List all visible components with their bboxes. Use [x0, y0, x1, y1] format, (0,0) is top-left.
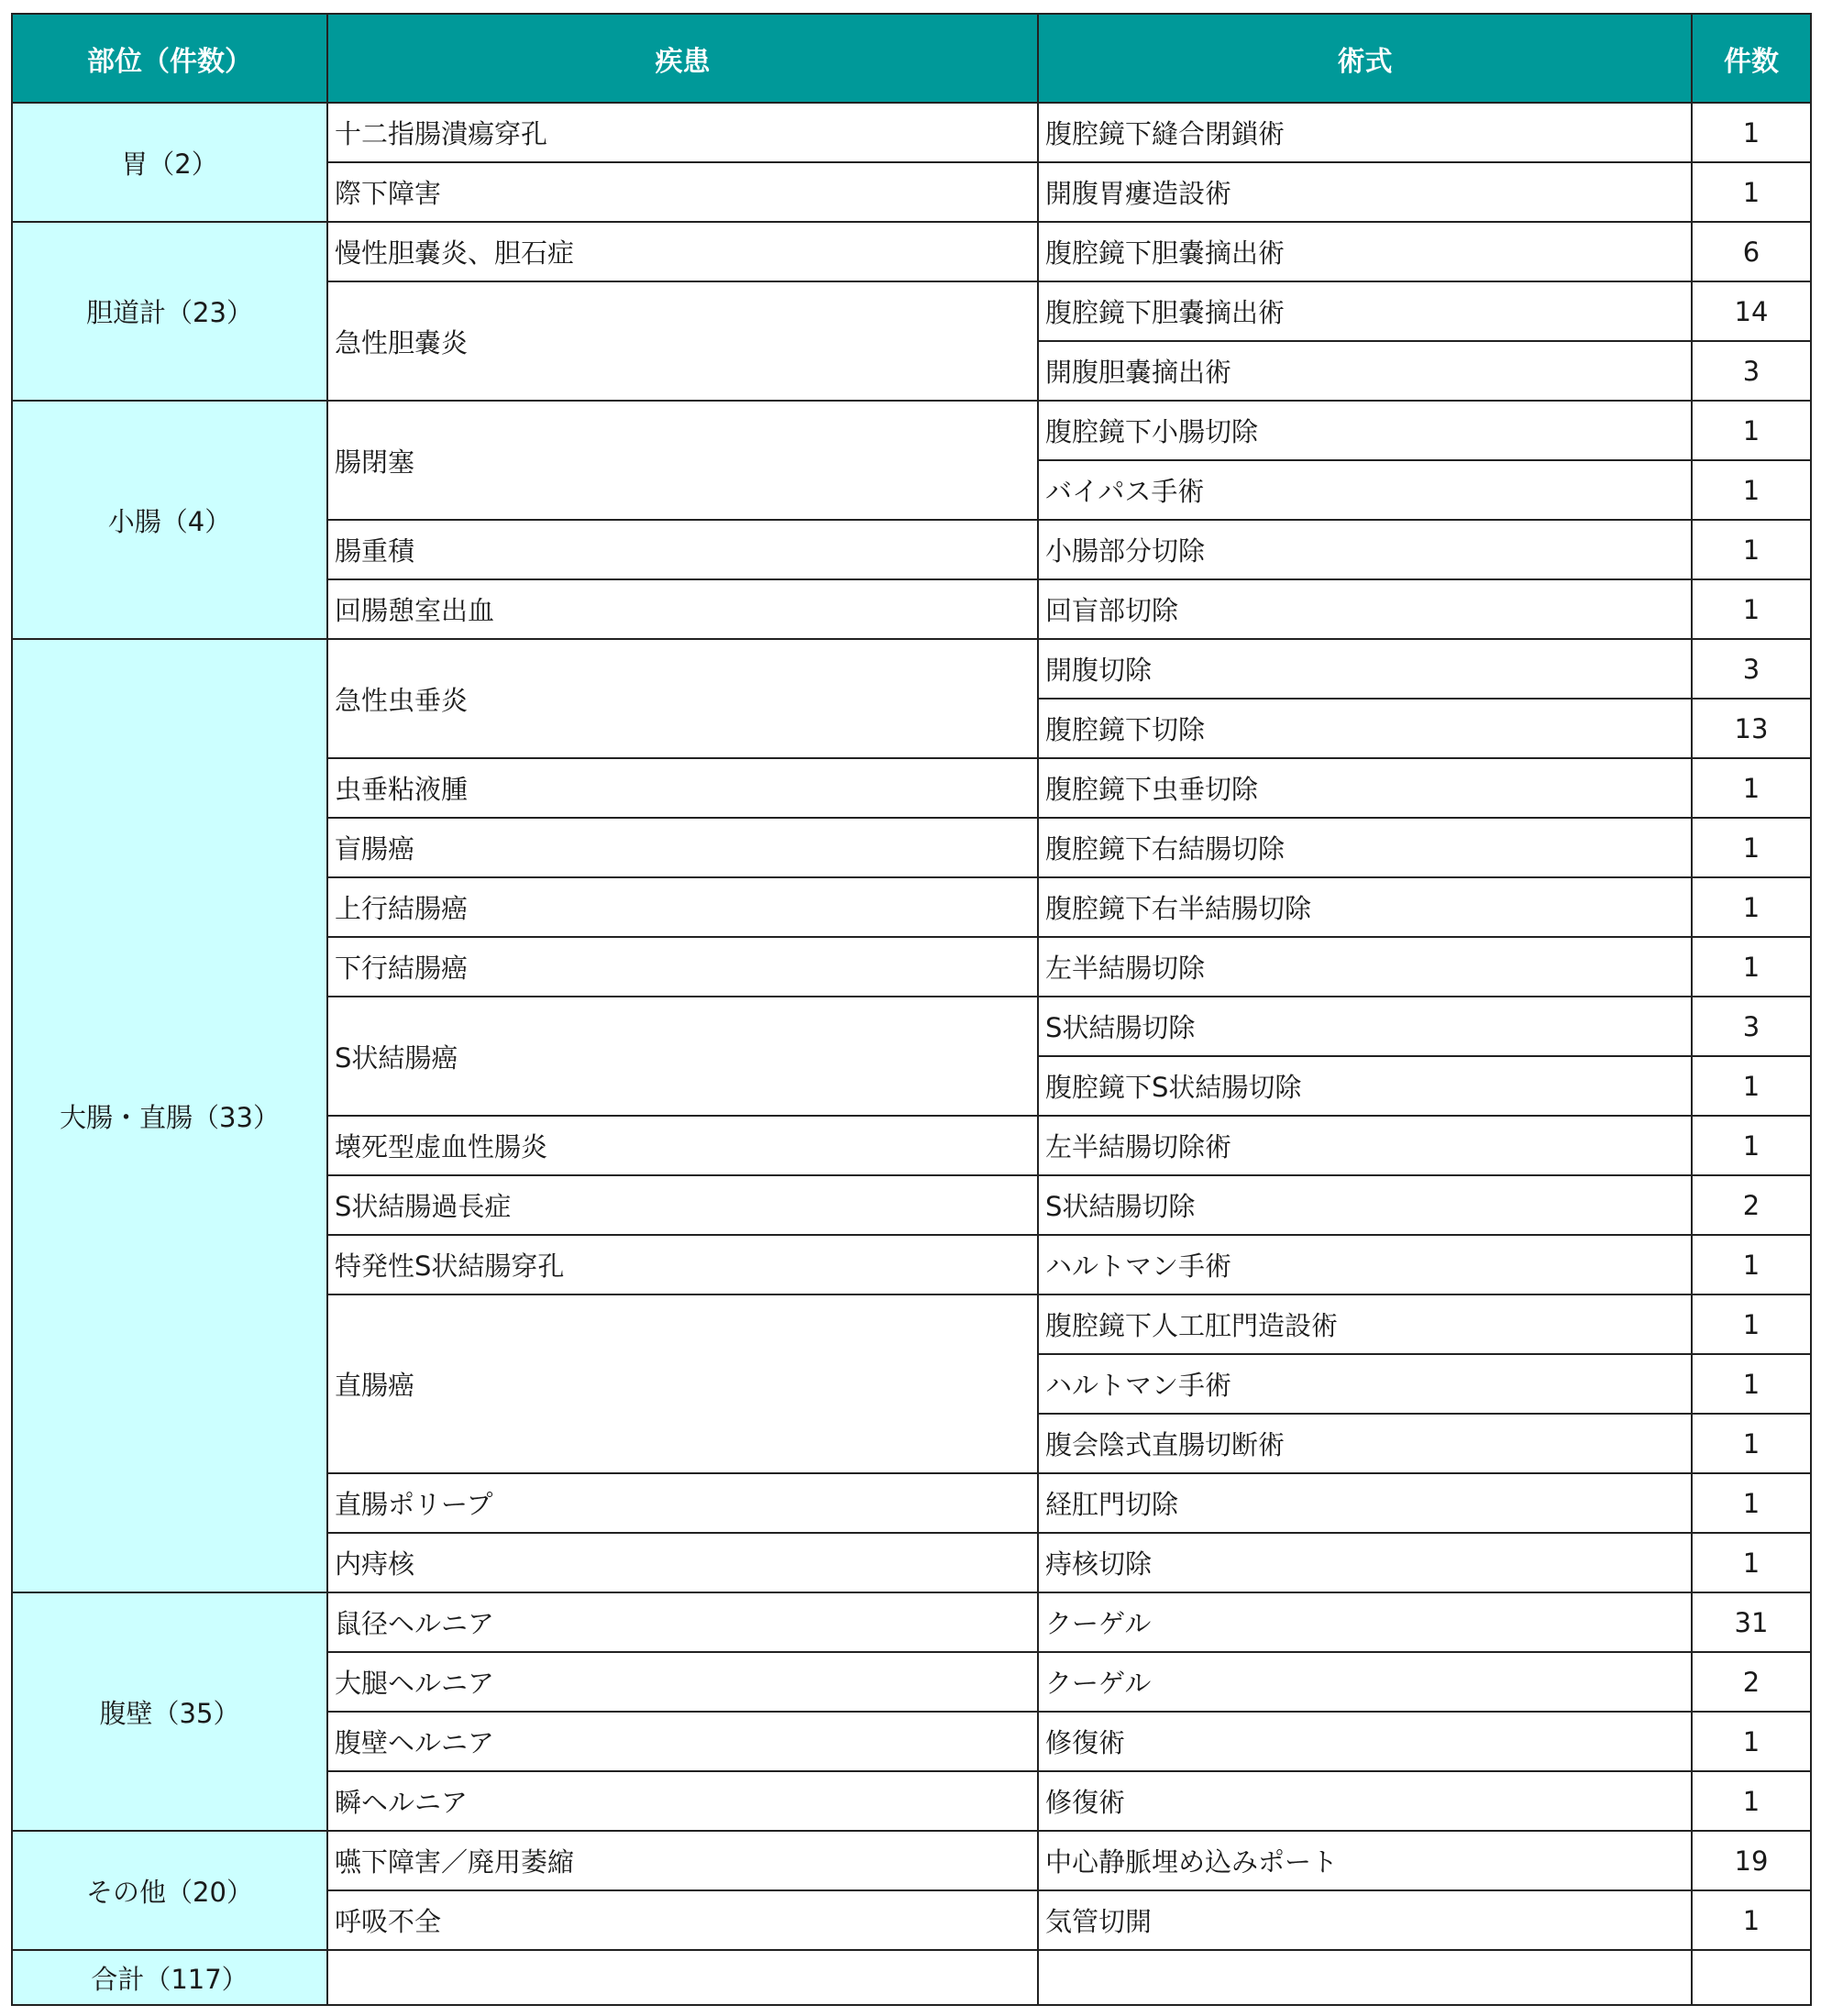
region-total: 合計（117） [12, 1950, 327, 2005]
procedure-cell: S状結腸切除 [1038, 997, 1692, 1056]
procedure-cell: 開腹切除 [1038, 639, 1692, 699]
disease-cell: 瞬ヘルニア [327, 1771, 1038, 1831]
count-cell: 1 [1692, 460, 1811, 520]
disease-cell: 腸重積 [327, 520, 1038, 579]
procedure-cell: 左半結腸切除 [1038, 937, 1692, 997]
count-cell: 1 [1692, 401, 1811, 460]
disease-cell: 下行結腸癌 [327, 937, 1038, 997]
total-row [12, 1950, 1811, 2005]
count-cell: 2 [1692, 1175, 1811, 1235]
procedure-cell: 開腹胆嚢摘出術 [1038, 341, 1692, 401]
procedure-cell: 中心静脈埋め込みポート [1038, 1831, 1692, 1890]
procedure-cell: 腹会陰式直腸切断術 [1038, 1414, 1692, 1473]
disease-cell: 腹壁ヘルニア [327, 1712, 1038, 1771]
disease-cell: 回腸憩室出血 [327, 579, 1038, 639]
count-cell: 1 [1692, 937, 1811, 997]
procedure-cell: 腹腔鏡下切除 [1038, 699, 1692, 758]
count-cell: 1 [1692, 1533, 1811, 1592]
region-colon-rectum: 大腸・直腸（33） [12, 639, 327, 1592]
count-cell: 3 [1692, 341, 1811, 401]
procedure-cell: 腹腔鏡下人工肛門造設術 [1038, 1294, 1692, 1354]
procedure-cell: 腹腔鏡下胆嚢摘出術 [1038, 281, 1692, 341]
procedure-cell: 気管切開 [1038, 1890, 1692, 1950]
procedure-cell: 左半結腸切除術 [1038, 1116, 1692, 1175]
procedure-cell: 腹腔鏡下S状結腸切除 [1038, 1056, 1692, 1116]
count-cell: 1 [1692, 758, 1811, 818]
region-stomach: 胃（2） [12, 103, 327, 222]
count-cell: 19 [1692, 1831, 1811, 1890]
empty-cell [1692, 1950, 1811, 2005]
procedure-cell: 開腹胃瘻造設術 [1038, 162, 1692, 222]
disease-cell: 十二指腸潰瘍穿孔 [327, 103, 1038, 162]
empty-cell [1038, 1950, 1692, 2005]
procedure-cell: 痔核切除 [1038, 1533, 1692, 1592]
count-cell: 31 [1692, 1592, 1811, 1652]
procedure-cell: 小腸部分切除 [1038, 520, 1692, 579]
procedure-cell: 腹腔鏡下右結腸切除 [1038, 818, 1692, 877]
count-cell: 1 [1692, 1890, 1811, 1950]
procedure-cell: 修復術 [1038, 1712, 1692, 1771]
region-abdominal-wall: 腹壁（35） [12, 1592, 327, 1831]
count-cell: 3 [1692, 639, 1811, 699]
disease-cell: 内痔核 [327, 1533, 1038, 1592]
procedure-cell: 腹腔鏡下虫垂切除 [1038, 758, 1692, 818]
procedure-cell: 腹腔鏡下右半結腸切除 [1038, 877, 1692, 937]
procedure-cell: クーゲル [1038, 1592, 1692, 1652]
count-cell: 6 [1692, 222, 1811, 281]
disease-cell: 嚥下障害／廃用萎縮 [327, 1831, 1038, 1890]
header-disease: 疾患 [327, 14, 1038, 103]
disease-cell: 特発性S状結腸穿孔 [327, 1235, 1038, 1294]
count-cell: 1 [1692, 1116, 1811, 1175]
disease-cell: 慢性胆嚢炎、胆石症 [327, 222, 1038, 281]
count-cell: 3 [1692, 997, 1811, 1056]
count-cell: 1 [1692, 162, 1811, 222]
disease-cell: 直腸癌 [327, 1294, 1038, 1473]
procedure-cell: 回盲部切除 [1038, 579, 1692, 639]
count-cell: 1 [1692, 1414, 1811, 1473]
procedure-cell: ハルトマン手術 [1038, 1354, 1692, 1414]
disease-cell: S状結腸過長症 [327, 1175, 1038, 1235]
table-row [12, 103, 1811, 162]
procedure-cell: 腹腔鏡下胆嚢摘出術 [1038, 222, 1692, 281]
count-cell: 14 [1692, 281, 1811, 341]
disease-cell: 盲腸癌 [327, 818, 1038, 877]
table-row [12, 1592, 1811, 1652]
count-cell: 1 [1692, 579, 1811, 639]
table-row [12, 401, 1811, 460]
count-cell: 1 [1692, 877, 1811, 937]
disease-cell: S状結腸癌 [327, 997, 1038, 1116]
procedure-cell: S状結腸切除 [1038, 1175, 1692, 1235]
region-small-intestine: 小腸（4） [12, 401, 327, 639]
count-cell: 1 [1692, 1294, 1811, 1354]
disease-cell: 急性虫垂炎 [327, 639, 1038, 758]
count-cell: 1 [1692, 1473, 1811, 1533]
disease-cell: 鼠径ヘルニア [327, 1592, 1038, 1652]
procedure-cell: 腹腔鏡下縫合閉鎖術 [1038, 103, 1692, 162]
header-count: 件数 [1692, 14, 1811, 103]
header-procedure: 術式 [1038, 14, 1692, 103]
count-cell: 1 [1692, 1235, 1811, 1294]
procedure-cell: クーゲル [1038, 1652, 1692, 1712]
procedure-cell: バイパス手術 [1038, 460, 1692, 520]
header-row [12, 14, 1811, 103]
region-biliary: 胆道計（23） [12, 222, 327, 401]
count-cell: 1 [1692, 1771, 1811, 1831]
disease-cell: 大腿ヘルニア [327, 1652, 1038, 1712]
count-cell: 1 [1692, 818, 1811, 877]
surgery-table [11, 13, 1812, 2006]
disease-cell: 直腸ポリープ [327, 1473, 1038, 1533]
empty-cell [327, 1950, 1038, 2005]
table-row [12, 1831, 1811, 1890]
procedure-cell: 経肛門切除 [1038, 1473, 1692, 1533]
disease-cell: 腸閉塞 [327, 401, 1038, 520]
procedure-cell: 修復術 [1038, 1771, 1692, 1831]
count-cell: 2 [1692, 1652, 1811, 1712]
disease-cell: 虫垂粘液腫 [327, 758, 1038, 818]
procedure-cell: 腹腔鏡下小腸切除 [1038, 401, 1692, 460]
region-other: その他（20） [12, 1831, 327, 1950]
disease-cell: 際下障害 [327, 162, 1038, 222]
disease-cell: 上行結腸癌 [327, 877, 1038, 937]
disease-cell: 呼吸不全 [327, 1890, 1038, 1950]
table-row [12, 222, 1811, 281]
header-region: 部位（件数） [12, 14, 327, 103]
disease-cell: 急性胆嚢炎 [327, 281, 1038, 401]
count-cell: 1 [1692, 103, 1811, 162]
disease-cell: 壊死型虚血性腸炎 [327, 1116, 1038, 1175]
count-cell: 1 [1692, 1712, 1811, 1771]
table-row [12, 639, 1811, 699]
procedure-cell: ハルトマン手術 [1038, 1235, 1692, 1294]
count-cell: 1 [1692, 520, 1811, 579]
count-cell: 1 [1692, 1354, 1811, 1414]
count-cell: 13 [1692, 699, 1811, 758]
count-cell: 1 [1692, 1056, 1811, 1116]
